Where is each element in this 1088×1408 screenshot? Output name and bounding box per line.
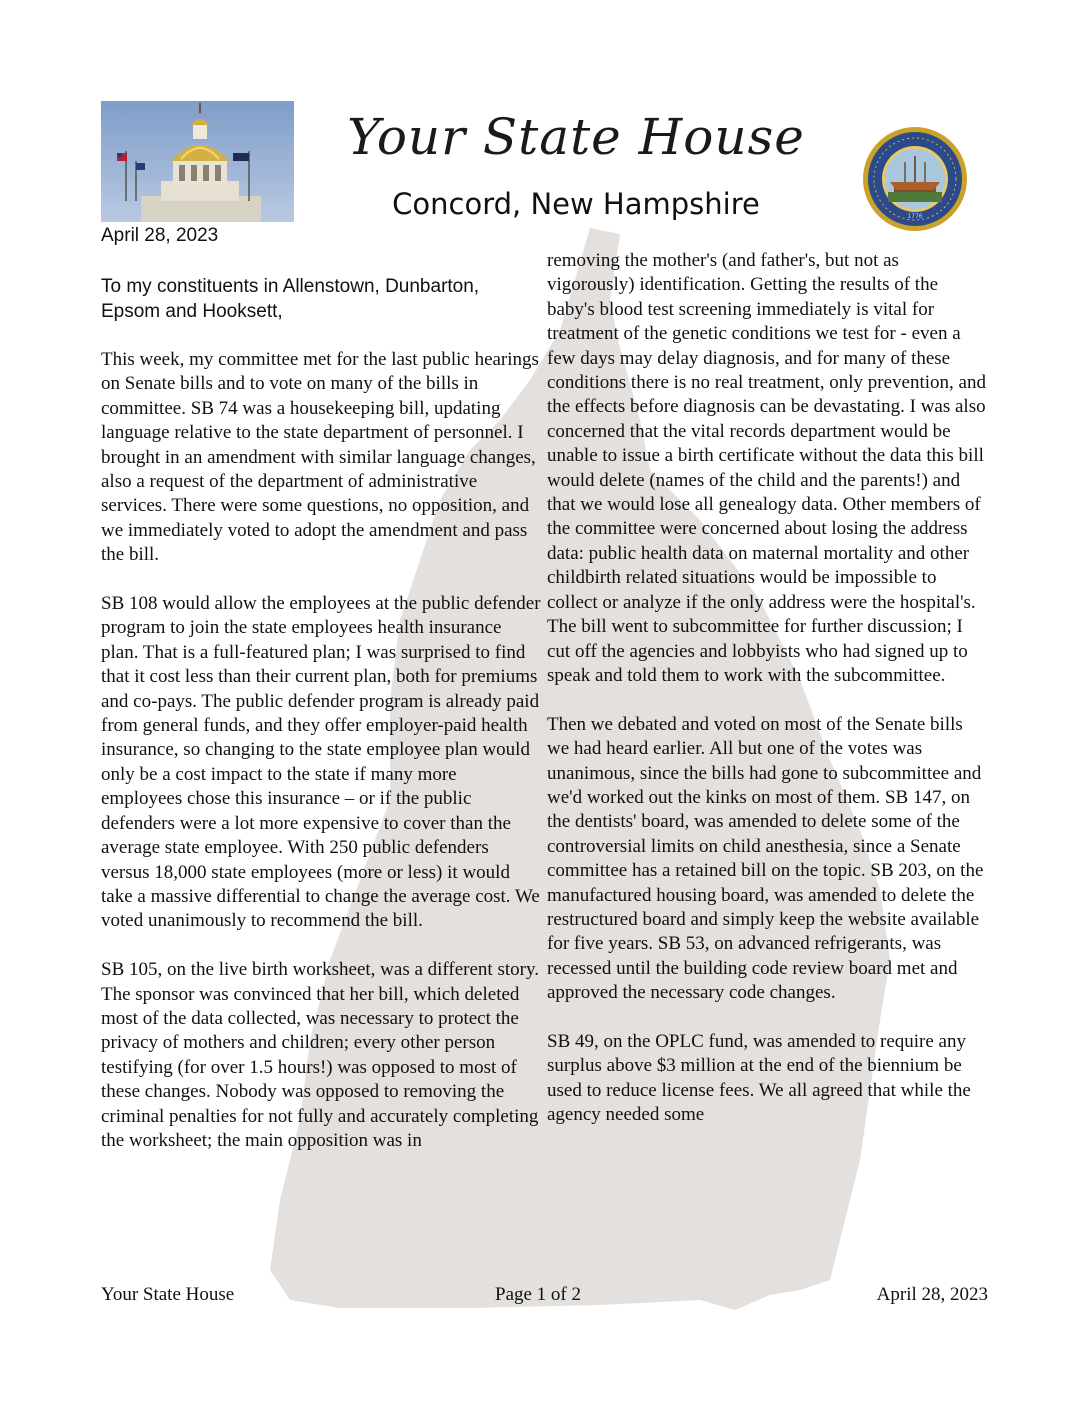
right-column <box>547 249 989 1152</box>
left-column <box>101 348 541 1178</box>
paragraph: removing the mother's (and father's, but not as vigorously) identification. Getting the results of the baby's blood test screening immediately is vital for treatment of the genetic conditions we test for - even a few days may delay diagnosis, and for many of these conditions there is no real treatment, only prevention, and the effects before diagnosis can be devastating. I was also concerned that the vital records department would be unable to issue a birth certificate without the data this bill would delete (names of the child and the parents!) and that we would lose all genealogy data. Other members of the committee were concerned about losing the address data: public health data on maternal mortality and other childbirth related situations would be impossible to collect or analyze if the only address were the hospital's. The bill went to subcommittee for further discussion; I cut off the agencies and lobbyists who had signed up to speak and told them to work with the subcommittee. <box>547 250 986 686</box>
paragraph: SB 105, on the live birth worksheet, was a different story. The sponsor was convinced that her bill, which deleted most of the data collected, was necessary to protect the privacy of mothers and children; every other person testifying (for over 1.5 hours!) was opposed to most of these changes. Nobody was opposed to removing the criminal penalties for not fully and accurately completing the worksheet; the main opposition was in <box>101 959 539 1151</box>
svg-text:1776: 1776 <box>907 213 923 220</box>
paragraph: This week, my committee met for the last public hearings on Senate bills and to vote on many of the bills in committee. SB 74 was a housekeeping bill, updating language relative to the state department of personnel. I brought in an amendment with similar language changes, also a request of the department of administrative services. There were some questions, no opposition, and we immediately voted to adopt the amendment and pass the bill. <box>101 349 539 566</box>
newsletter-title: Your State House <box>347 108 805 166</box>
salutation: To my constituents in Allenstown, Dunbarton, Epsom and Hooksett, <box>101 276 480 322</box>
paragraph: SB 49, on the OPLC fund, was amended to require any surplus above $3 million at the end of the biennium be used to reduce license fees. We all agreed that while the agency needed some <box>547 1030 971 1126</box>
footer-page-number: Page 1 of 2 <box>495 1284 582 1305</box>
newsletter-subtitle: Concord, New Hampshire <box>392 187 760 221</box>
paragraph: Then we debated and voted on most of the Senate bills we had heard earlier. All but one of the votes was unanimous, since the bills had gone to subcommittee and we'd worked out the kinks on most of them. SB 147, on the dentists' board, was amended to delete some of the controversial limits on child anesthesia, since a Senate committee has a retained bill on the topic. SB 203, on the manufactured housing board, was amended to delete the restructured board and simply keep the website available for five years. SB 53, on advanced refrigerants, was recessed until the building code review board met and approved the necessary code changes. <box>547 713 984 1004</box>
footer-date: April 28, 2023 <box>876 1284 988 1305</box>
state-house-photo <box>101 101 294 222</box>
paragraph: SB 108 would allow the employees at the public defender program to join the state employees health insurance plan. That is a full-featured plan; I was surprised to find that it cost less than their current plan, both for premiums and co-pays. The public defender program is already paid from general funds, and they offer employer-paid health insurance, so changing to the state employee plan would only be a cost impact to the state if many more employees chose this insurance – or if the public defenders were a lot more expensive to cover than the average state employee. With 250 public defenders versus 18,000 state employees (more or less) it would take a massive differential to change the average cost. We voted unanimously to recommend the bill. <box>101 593 541 932</box>
state-seal-icon <box>862 126 968 232</box>
letter-date: April 28, 2023 <box>101 225 219 246</box>
footer-publication: Your State House <box>101 1284 235 1305</box>
